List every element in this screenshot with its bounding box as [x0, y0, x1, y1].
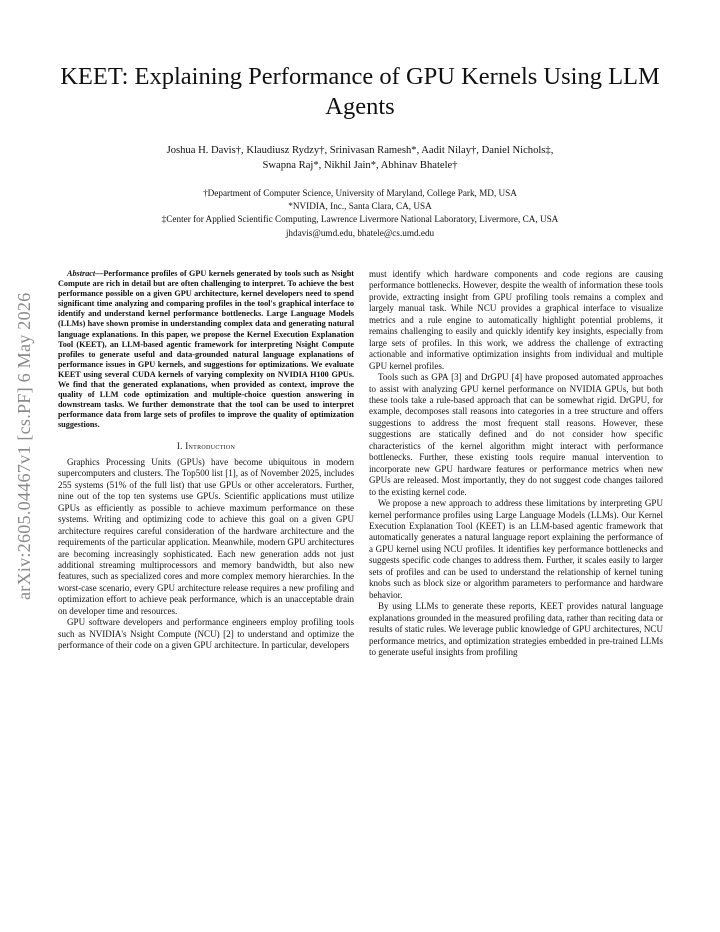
paper-title: KEET: Explaining Performance of GPU Kernels Using LLM Agents [60, 63, 660, 120]
right-column [369, 269, 663, 658]
section-heading: I. Introduction [176, 440, 236, 451]
affiliation-line: ‡Center for Applied Scientific Computing, Lawrence Livermore National Laboratory, Livermore, CA, USA [161, 214, 559, 225]
abstract [58, 269, 354, 431]
arxiv-stamp-text: arXiv:2605.04467v1 [cs.PF] 6 May 2026 [14, 292, 34, 600]
author-line: Swapna Raj*, Nikhil Jain*, Abhinav Bhatele† [262, 160, 458, 171]
contact-emails: jhdavis@umd.edu, bhatele@cs.umd.edu [285, 227, 435, 238]
affiliation-line: †Department of Computer Science, University of Maryland, College Park, MD, USA [203, 188, 517, 198]
affiliations [70, 187, 650, 240]
body-paragraph: We propose a new approach to address these limitations by interpreting GPU kernel performance profiles using Large Language Models (LLMs). Our Kernel Execution Explanation Tool (KEET) is an LLM-based agentic framework that automatically generates a natural language report explaining the performance of a GPU kernel using NCU profiles. It identifies key performance bottlenecks and suggests specific code changes to address them. Further, it scales easily to larger sets of profiles and can be used to understand the relationship of kernel tuning knobs such as block size or algorithm parameters to performance and hardware behavior. [369, 498, 663, 600]
abstract-label: Abstract [67, 269, 96, 278]
body-paragraph: must identify which hardware components and code regions are causing performance bottlenecks. However, despite the wealth of information these tools provide, extracting insight from GPU profiling tools remains a complex and largely manual task. While NCU provides a graphical interface to visualize metrics and a rule engine to automatically highlight potential problems, it remains challenging to easily and quickly identify key insights, especially from large sets of profiles. In this work, we address the challenge of extracting actionable and informative optimization insights from individual and multiple GPU kernel profiles. [369, 269, 663, 371]
affiliation-line: *NVIDIA, Inc., Santa Clara, CA, USA [288, 201, 432, 212]
left-column [58, 269, 354, 652]
abstract-text: —Performance profiles of GPU kernels generated by tools such as Nsight Compute are rich in detail but are often challenging to interpret. To achieve the best performance possible on a given GPU architecture, kernel developers need to spend significant time analyzing and comparing profiles in the tool's graphical interface to identify and understand kernel performance bottlenecks. Large Language Models (LLMs) have shown promise in understanding complex data and generating natural language explanations. In this paper, we propose the Kernel Execution Explanation Tool (KEET), an LLM-based agentic framework for interpreting Nsight Compute profiles to generate useful and data-grounded natural language explanations of performance issues in GPU kernels, and suggestions for optimizations. We evaluate KEET using several CUDA kernels of varying complexity on NVIDIA H100 GPUs. We find that the generated explanations, when provided as context, improve the quality of LLM code optimization and multiple-choice question answering in downstream tasks. We further demonstrate that the tool can be used to interpret performance data from large sets of profiles to improve the quality of optimization suggestions. [58, 269, 354, 430]
author-list [70, 143, 650, 173]
intro-paragraph: GPU software developers and performance engineers employ profiling tools such as NVIDIA's Nsight Compute (NCU) [2] to understand and optimize the performance of their code on a given GPU architecture. In particular, developers [58, 617, 354, 651]
intro-paragraph: Graphics Processing Units (GPUs) have become ubiquitous in modern supercomputers and clusters. The Top500 list [1], as of November 2025, includes 255 systems (51% of the full list) that use GPUs or other accelerators. Further, nine out of the top ten systems use GPUs. Scientific applications must utilize GPUs as efficiently as possible to achieve maximum performance on these systems. Writing and optimizing code to achieve this goal on a given GPU architecture requires careful consideration of the hardware architecture and the requirements of the particular application. Meanwhile, modern GPU architectures are becoming increasingly sophisticated. Each new generation adds not just additional streaming multiprocessors and memory bandwidth, but also new features, such as specialized cores and more complex memory hierarchies. In the worst-case scenario, every GPU architecture release requires a new profiling and optimization effort to achieve peak performance, which is an unacceptable drain on developer time and resources. [58, 456, 354, 616]
body-paragraph: Tools such as GPA [3] and DrGPU [4] have proposed automated approaches to assist with analyzing GPU kernel performance on NVIDIA GPUs, but both these tools take a rule-based approach that can be somewhat rigid. DrGPU, for example, decomposes stall reasons into categories in a tree structure and offers suggestions to address the most frequent stall reasons. However, these suggestions are statically defined and do not consider how specific characteristics of the kernel algorithm might interact with performance bottlenecks. Further, these existing tools require manual intervention to incorporate new GPU hardware features or performance metrics when new GPUs are released. Most importantly, they do not suggest code changes tailored to the existing kernel code. [369, 372, 663, 497]
body-paragraph: By using LLMs to generate these reports, KEET provides natural language explanations grounded in the measured profiling data, rather than reciting data or results of static rules. We leverage public knowledge of GPU architectures, NCU performance metrics, and optimization strategies embedded in pre-trained LLMs to generate useful insights from profiling [369, 601, 663, 657]
author-line: Joshua H. Davis†, Klaudiusz Rydzy†, Srinivasan Ramesh*, Aadit Nilay†, Daniel Nichols‡, [166, 145, 554, 156]
